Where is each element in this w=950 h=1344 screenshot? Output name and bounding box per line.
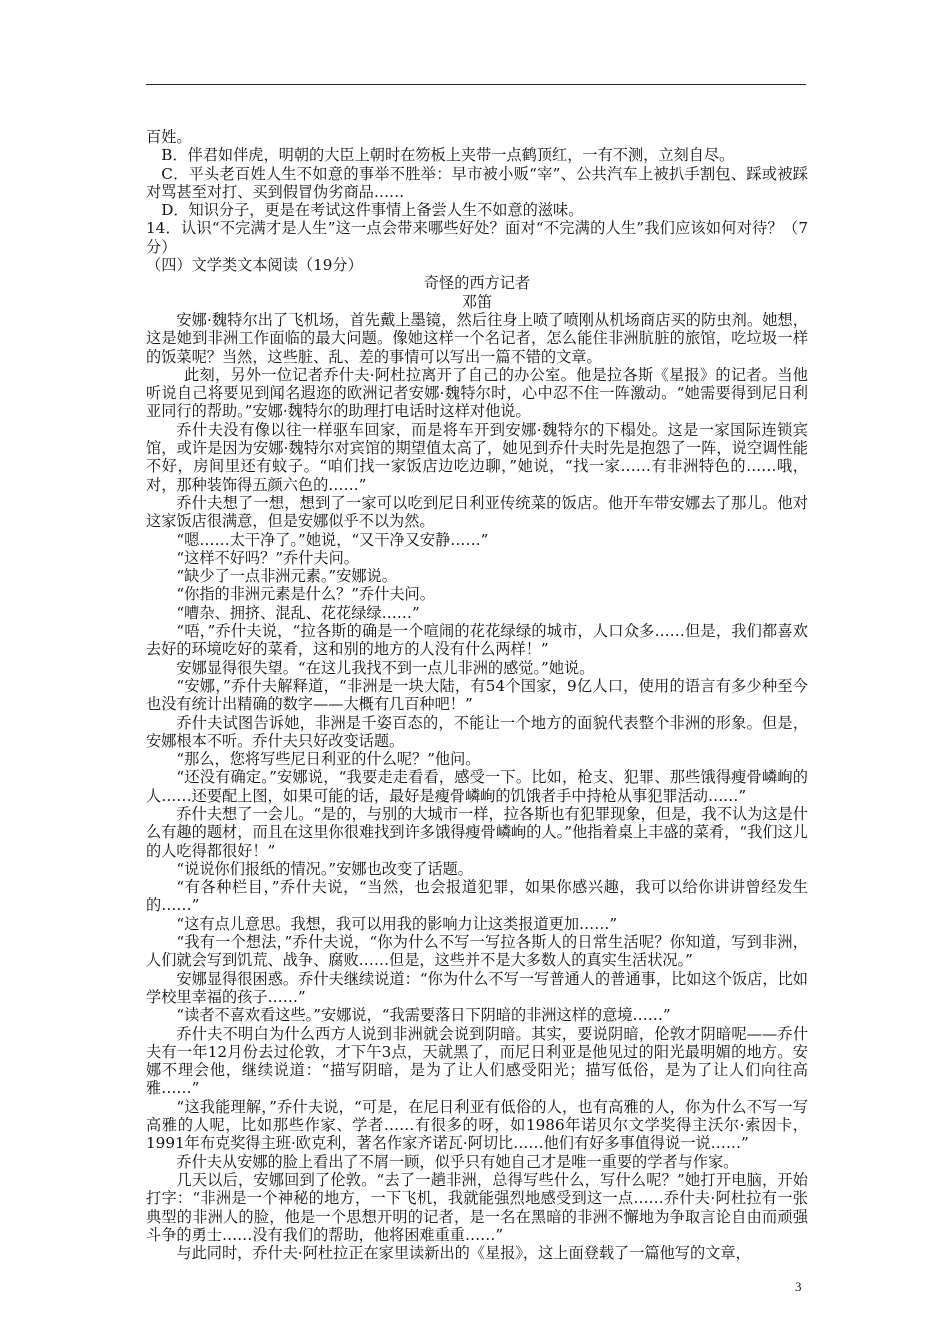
paragraph: （四）文学类文本阅读（19分） (146, 256, 363, 275)
page-number: 3 (795, 1279, 802, 1294)
paragraph: “缺少了一点非洲元素。”安娜说。 (176, 567, 397, 586)
paragraph: 乔什夫试图告诉她，非洲是千姿百态的，不能让一个地方的面貌代表整个非洲的形象。但是，安娜根本不听。乔什夫只好改变话题。 (146, 713, 808, 750)
paragraph: “那么，您将写些尼日利亚的什么呢？”他问。 (176, 750, 481, 769)
paragraph: 乔什夫想了一想，想到了一家可以吃到尼日利亚传统菜的饭店。他开车带安娜去了那儿。他对这家饭店很满意，但是安娜似乎不以为然。 (146, 493, 808, 531)
paragraph: “唔，”乔什夫说，“拉各斯的确是一个喧闹的花花绿绿的城市，人口众多……但是，我们都喜欢去好的环境吃好的菜肴，这和别的地方的人没有什么两样！” (146, 622, 808, 659)
paragraph: 乔什夫没有像以往一样驱车回家，而是将车开到安娜·魏特尔的下榻处。这是一家国际连锁宾馆，或许是因为安娜·魏特尔对宾馆的期望值太高了，她见到乔什夫时先是抱怨了一阵，说空调性能不好，房间里还有蚊子。“咱们找一家饭店边吃边聊，”她说，“找一家……有非洲特色的……哦，对，那种装饰得五颜六色的……” (146, 420, 808, 494)
paragraph: “这有点儿意思。我想，我可以用我的影响力让这类报道更加……” (176, 914, 618, 933)
paragraph: 奇怪的西方记者 (423, 274, 531, 293)
paragraph: “说说你们报纸的情况。”安娜也改变了话题。 (176, 859, 473, 878)
paragraph: “我有一个想法，”乔什夫说，“你为什么不写一写拉各斯人的日常生活呢？你知道，写到非洲，人们就会写到饥荒、战争、腐败……但是，这些并不是大多数人的真实生活状况。” (146, 933, 808, 970)
paragraph: 乔什夫不明白为什么西方人说到非洲就会说到阴暗。其实，要说阴暗，伦敦才阴暗呢——乔什夫有一年12月份去过伦敦，才下午3点，天就黑了，而尼日利亚是他见过的阳光最明媚的地方。安娜不理会他，继续说道：“描写阴暗，是为了让人们感受阳光；描写低俗，是为了让人们向往高雅……” (146, 1024, 808, 1098)
header-rule (146, 84, 806, 85)
paragraph: 安娜显得很失望。“在这儿我找不到一点儿非洲的感觉。”她说。 (176, 658, 595, 677)
paragraph: 几天以后，安娜回到了伦敦。“去了一趟非洲，总得写些什么，写什么呢？”她打开电脑，开始打字：“非洲是一个神秘的地方，一下飞机，我就能强烈地感受到这一点……乔什夫·阿杜拉有一张典型的非洲人的脸，他是一个思想开明的记者，是一名在黑暗的非洲不懈地为争取言论自由而顽强斗争的勇士……没有我们的帮助，他将困难重重……” (146, 1170, 808, 1244)
paragraph: 此刻，另外一位记者乔什夫·阿杜拉离开了自己的办公室。他是拉各斯《星报》的记者。当他听说自己将要见到闻名遐迩的欧洲记者安娜·魏特尔时，心中忍不住一阵激动。“她需要得到尼日利亚同行的帮助。”安娜·魏特尔的助理打电话时这样对他说。 (146, 365, 808, 421)
paragraph: D．知识分子，更是在考试这件事情上备尝人生不如意的滋味。 (161, 201, 584, 220)
paragraph: 安娜·魏特尔出了飞机场，首先戴上墨镜，然后往身上喷了喷刚从机场商店买的防虫剂。她想，这是她到非洲工作面临的最大问题。像她这样一个名记者，怎么能住非洲肮脏的旅馆，吃垃圾一样的饭菜呢？当然，这些脏、乱、差的事情可以写出一篇不错的文章。 (146, 310, 808, 366)
paragraph: “这我能理解，”乔什夫说，“可是，在尼日利亚有低俗的人，也有高雅的人，你为什么不写一写高雅的人呢，比如那些作家、学者……有很多的呀，如1986年诺贝尔文学奖得主沃尔·索因卡，1991年布克奖得主班·欧克利，著名作家齐诺瓦·阿切比……他们有好多事值得说一说……” (146, 1097, 808, 1153)
paragraph: 乔什夫从安娜的脸上看出了不屑一顾，似乎只有她自己才是唯一重要的学者与作家。 (176, 1152, 739, 1171)
paragraph: 14．认识“不完满才是人生”这一点会带来哪些好处？面对“不完满的人生”我们应该如何对待？（7分） (146, 219, 808, 256)
paragraph: 邓笛 (461, 292, 493, 311)
paragraph: “读者不喜欢看这些。”安娜说，“我需要落日下阴暗的非洲这样的意境……” (176, 1006, 671, 1025)
paragraph: 安娜显得很困惑。乔什夫继续说道：“你为什么不写一写普通人的普通事，比如这个饭店，比如学校里幸福的孩子……” (146, 969, 808, 1006)
paragraph: B．伴君如伴虎，明朝的大臣上朝时在笏板上夹带一点鹤顶红，一有不测，立刻自尽。 (161, 146, 735, 165)
paragraph: C．平头老百姓人生不如意的事举不胜举：早市被小贩“宰”、公共汽车上被扒手割包、踩或被踩对骂甚至对打、买到假冒伪劣商品…… (146, 164, 808, 201)
paragraph: 与此同时，乔什夫·阿杜拉正在家里读新出的《星报》，这上面登载了一篇他写的文章， (176, 1244, 751, 1263)
paragraph: “安娜，”乔什夫解释道，“非洲是一块大陆，有54个国家，9亿人口，使用的语言有多少种至今也没有统计出精确的数字——大概有几百种吧！” (146, 676, 808, 714)
paragraph: “嘈杂、拥挤、混乱、花花绿绿……” (176, 603, 420, 622)
paragraph: “这样不好吗？”乔什夫问。 (176, 548, 359, 567)
document-body (146, 128, 808, 1262)
paragraph: “你指的非洲元素是什么？”乔什夫问。 (176, 585, 435, 604)
paragraph: “有各种栏目，”乔什夫说，“当然，也会报道犯罪，如果你感兴趣，我可以给你讲讲曾经发生的……” (146, 878, 808, 915)
paragraph: “还没有确定。”安娜说，“我要走走看看，感受一下。比如，枪支、犯罪、那些饿得瘦骨嶙峋的人……还要配上图，如果可能的话，最好是瘦骨嶙峋的饥饿者手中持枪从事犯罪活动……” (146, 768, 808, 805)
paragraph: 百姓。 (146, 128, 192, 146)
paragraph: 乔什夫想了一会儿。“是的，与别的大城市一样，拉各斯也有犯罪现象，但是，我不认为这是什么有趣的题材，而且在这里你很难找到许多饿得瘦骨嶙峋的人。”他指着桌上丰盛的菜肴，“我们这儿的人吃得都很好！” (146, 804, 808, 860)
paragraph: “嗯……太干净了。”她说，“又干净又安静……” (176, 530, 489, 549)
